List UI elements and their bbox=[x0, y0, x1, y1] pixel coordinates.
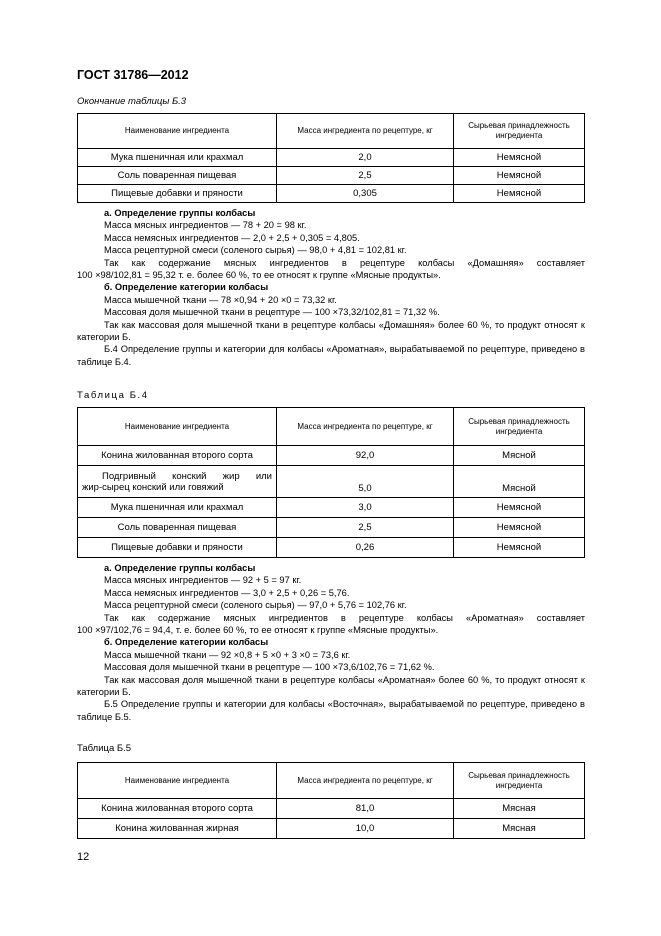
cell-mass: 2,5 bbox=[277, 518, 454, 538]
text-line: Массовая доля мышечной ткани в рецептуре — 100 ×73,6/102,76 = 71,62 %. bbox=[104, 662, 435, 673]
cell-type: Мясной bbox=[454, 466, 585, 498]
group-heading: а. Определение группы колбасы bbox=[104, 208, 256, 218]
cell-ingredient: Подгривный конский жир или жир-сырец конский или говяжий bbox=[78, 466, 277, 498]
text-line: Масса мясных ингредиентов — 78 + 20 = 98 кг. bbox=[104, 220, 307, 231]
header-mass: Масса ингредиента по рецептуре, кг bbox=[277, 114, 454, 149]
cell-mass: 3,0 bbox=[277, 498, 454, 518]
header-type: Сырьевая принадлежность ингредиента bbox=[454, 763, 585, 799]
text-paragraph: Так как массовая доля мышечной ткани в рецептуре колбасы «Домашняя» более 60 %, то продукт относят к категории Б. bbox=[77, 319, 585, 343]
table-b5 bbox=[77, 762, 585, 839]
cell-type: Мясная bbox=[454, 819, 585, 839]
cell-type: Немясной bbox=[454, 518, 585, 538]
table-row bbox=[78, 149, 585, 167]
cell-type: Немясной bbox=[454, 167, 585, 185]
group-heading: а. Определение группы колбасы bbox=[104, 563, 256, 573]
header-type: Сырьевая принадлежность ингредиента bbox=[454, 408, 585, 446]
table-header-row bbox=[78, 114, 585, 149]
table-row bbox=[78, 167, 585, 185]
cell-type: Мясной bbox=[454, 446, 585, 466]
table-row bbox=[78, 185, 585, 203]
section-b4-paragraph: Б.4 Определение группы и категории для колбасы «Ароматная», вырабатываемой по рецептуре, приведено в таблице Б.4. bbox=[77, 344, 585, 367]
cell-type: Мясная bbox=[454, 799, 585, 819]
calculation-block-2 bbox=[77, 562, 585, 723]
text-line: Масса немясных ингредиентов — 2,0 + 2,5 + 0,305 = 4,805. bbox=[104, 232, 360, 243]
table4-caption: Таблица Б.4 bbox=[77, 390, 149, 401]
cell-mass: 0,26 bbox=[277, 538, 454, 558]
text-line: Масса рецептурной смеси (соленого сырья) — 97,0 + 5,76 = 102,76 кг. bbox=[104, 600, 407, 611]
cell-mass: 5,0 bbox=[277, 466, 454, 498]
cell-mass: 92,0 bbox=[277, 446, 454, 466]
text-line: Масса мясных ингредиентов — 92 + 5 = 97 кг. bbox=[104, 575, 302, 586]
standard-number: ГОСТ 31786—2012 bbox=[77, 68, 189, 82]
cell-ingredient: Соль поваренная пищевая bbox=[78, 518, 277, 538]
text-line: Масса мышечной ткани — 78 ×0,94 + 20 ×0 = 73,32 кг. bbox=[104, 294, 337, 305]
cell-type: Немясной bbox=[454, 185, 585, 203]
text-line: Так как содержание мясных ингредиентов в рецептуре колбасы «Домашняя» составляет bbox=[104, 257, 585, 268]
text-line: Масса мышечной ткани — 92 ×0,8 + 5 ×0 + 3 ×0 = 73,6 кг. bbox=[104, 649, 351, 660]
text-line: 100 ×98/102,81 = 95,32 т. е. более 60 %, то ее относят к группе «Мясные продукты». bbox=[77, 270, 441, 281]
text-line: Масса немясных ингредиентов — 3,0 + 2,5 + 0,26 = 5,76. bbox=[104, 587, 350, 598]
table-row bbox=[78, 446, 585, 466]
cell-ingredient: Конина жилованная второго сорта bbox=[78, 446, 277, 466]
section-b5-paragraph: Б.5 Определение группы и категории для колбасы «Восточная», вырабатываемой по рецептуре, приведено в таблице Б.5. bbox=[77, 699, 585, 722]
table-row bbox=[78, 466, 585, 498]
calculation-block-1 bbox=[77, 207, 585, 368]
cell-type: Немясной bbox=[454, 538, 585, 558]
page-number: 12 bbox=[77, 851, 90, 863]
text-line: Так как содержание мясных ингредиентов в рецептуре колбасы «Ароматная» составляет bbox=[104, 612, 585, 623]
cell-ingredient: Конина жилованная второго сорта bbox=[78, 799, 277, 819]
table-row bbox=[78, 538, 585, 558]
table-header-row bbox=[78, 763, 585, 799]
category-heading: б. Определение категории колбасы bbox=[104, 282, 269, 293]
cell-ingredient: Пищевые добавки и пряности bbox=[78, 185, 277, 203]
table-row bbox=[78, 498, 585, 518]
cell-mass: 10,0 bbox=[277, 819, 454, 839]
cell-ingredient: Пищевые добавки и пряности bbox=[78, 538, 277, 558]
table5-caption: Таблица Б.5 bbox=[77, 743, 132, 754]
cell-mass: 2,0 bbox=[277, 149, 454, 167]
cell-ingredient: Мука пшеничная или крахмал bbox=[78, 149, 277, 167]
table-row bbox=[78, 819, 585, 839]
table-row bbox=[78, 518, 585, 538]
cell-type: Немясной bbox=[454, 149, 585, 167]
text-line: 100 ×97/102,76 = 94,4, т. е. более 60 %, то ее относят к группе «Мясные продукты». bbox=[77, 625, 439, 636]
cell-mass: 2,5 bbox=[277, 167, 454, 185]
text-paragraph: Так как массовая доля мышечной ткани в рецептуре колбасы «Ароматная» более 60 %, то продукт относят к категории Б. bbox=[77, 674, 585, 698]
header-ingredient: Наименование ингредиента bbox=[78, 114, 277, 149]
cell-mass: 81,0 bbox=[277, 799, 454, 819]
table-b3 bbox=[77, 113, 585, 203]
header-ingredient: Наименование ингредиента bbox=[78, 408, 277, 446]
header-type: Сырьевая принадлежность ингредиента bbox=[454, 114, 585, 149]
text-line: Масса рецептурной смеси (соленого сырья) — 98,0 + 4,81 = 102,81 кг. bbox=[104, 245, 407, 256]
category-heading: б. Определение категории колбасы bbox=[104, 637, 269, 648]
cell-ingredient: Конина жилованная жирная bbox=[78, 819, 277, 839]
text-line: Массовая доля мышечной ткани в рецептуре — 100 ×73,32/102,81 = 71,32 %. bbox=[104, 307, 440, 318]
header-mass: Масса ингредиента по рецептуре, кг bbox=[277, 408, 454, 446]
table-b4 bbox=[77, 407, 585, 558]
cell-mass: 0,305 bbox=[277, 185, 454, 203]
cell-ingredient: Мука пшеничная или крахмал bbox=[78, 498, 277, 518]
header-mass: Масса ингредиента по рецептуре, кг bbox=[277, 763, 454, 799]
cell-type: Немясной bbox=[454, 498, 585, 518]
header-ingredient: Наименование ингредиента bbox=[78, 763, 277, 799]
cell-ingredient: Соль поваренная пищевая bbox=[78, 167, 277, 185]
table-row bbox=[78, 799, 585, 819]
table3-caption: Окончание таблицы Б.3 bbox=[77, 96, 187, 107]
table-header-row bbox=[78, 408, 585, 446]
